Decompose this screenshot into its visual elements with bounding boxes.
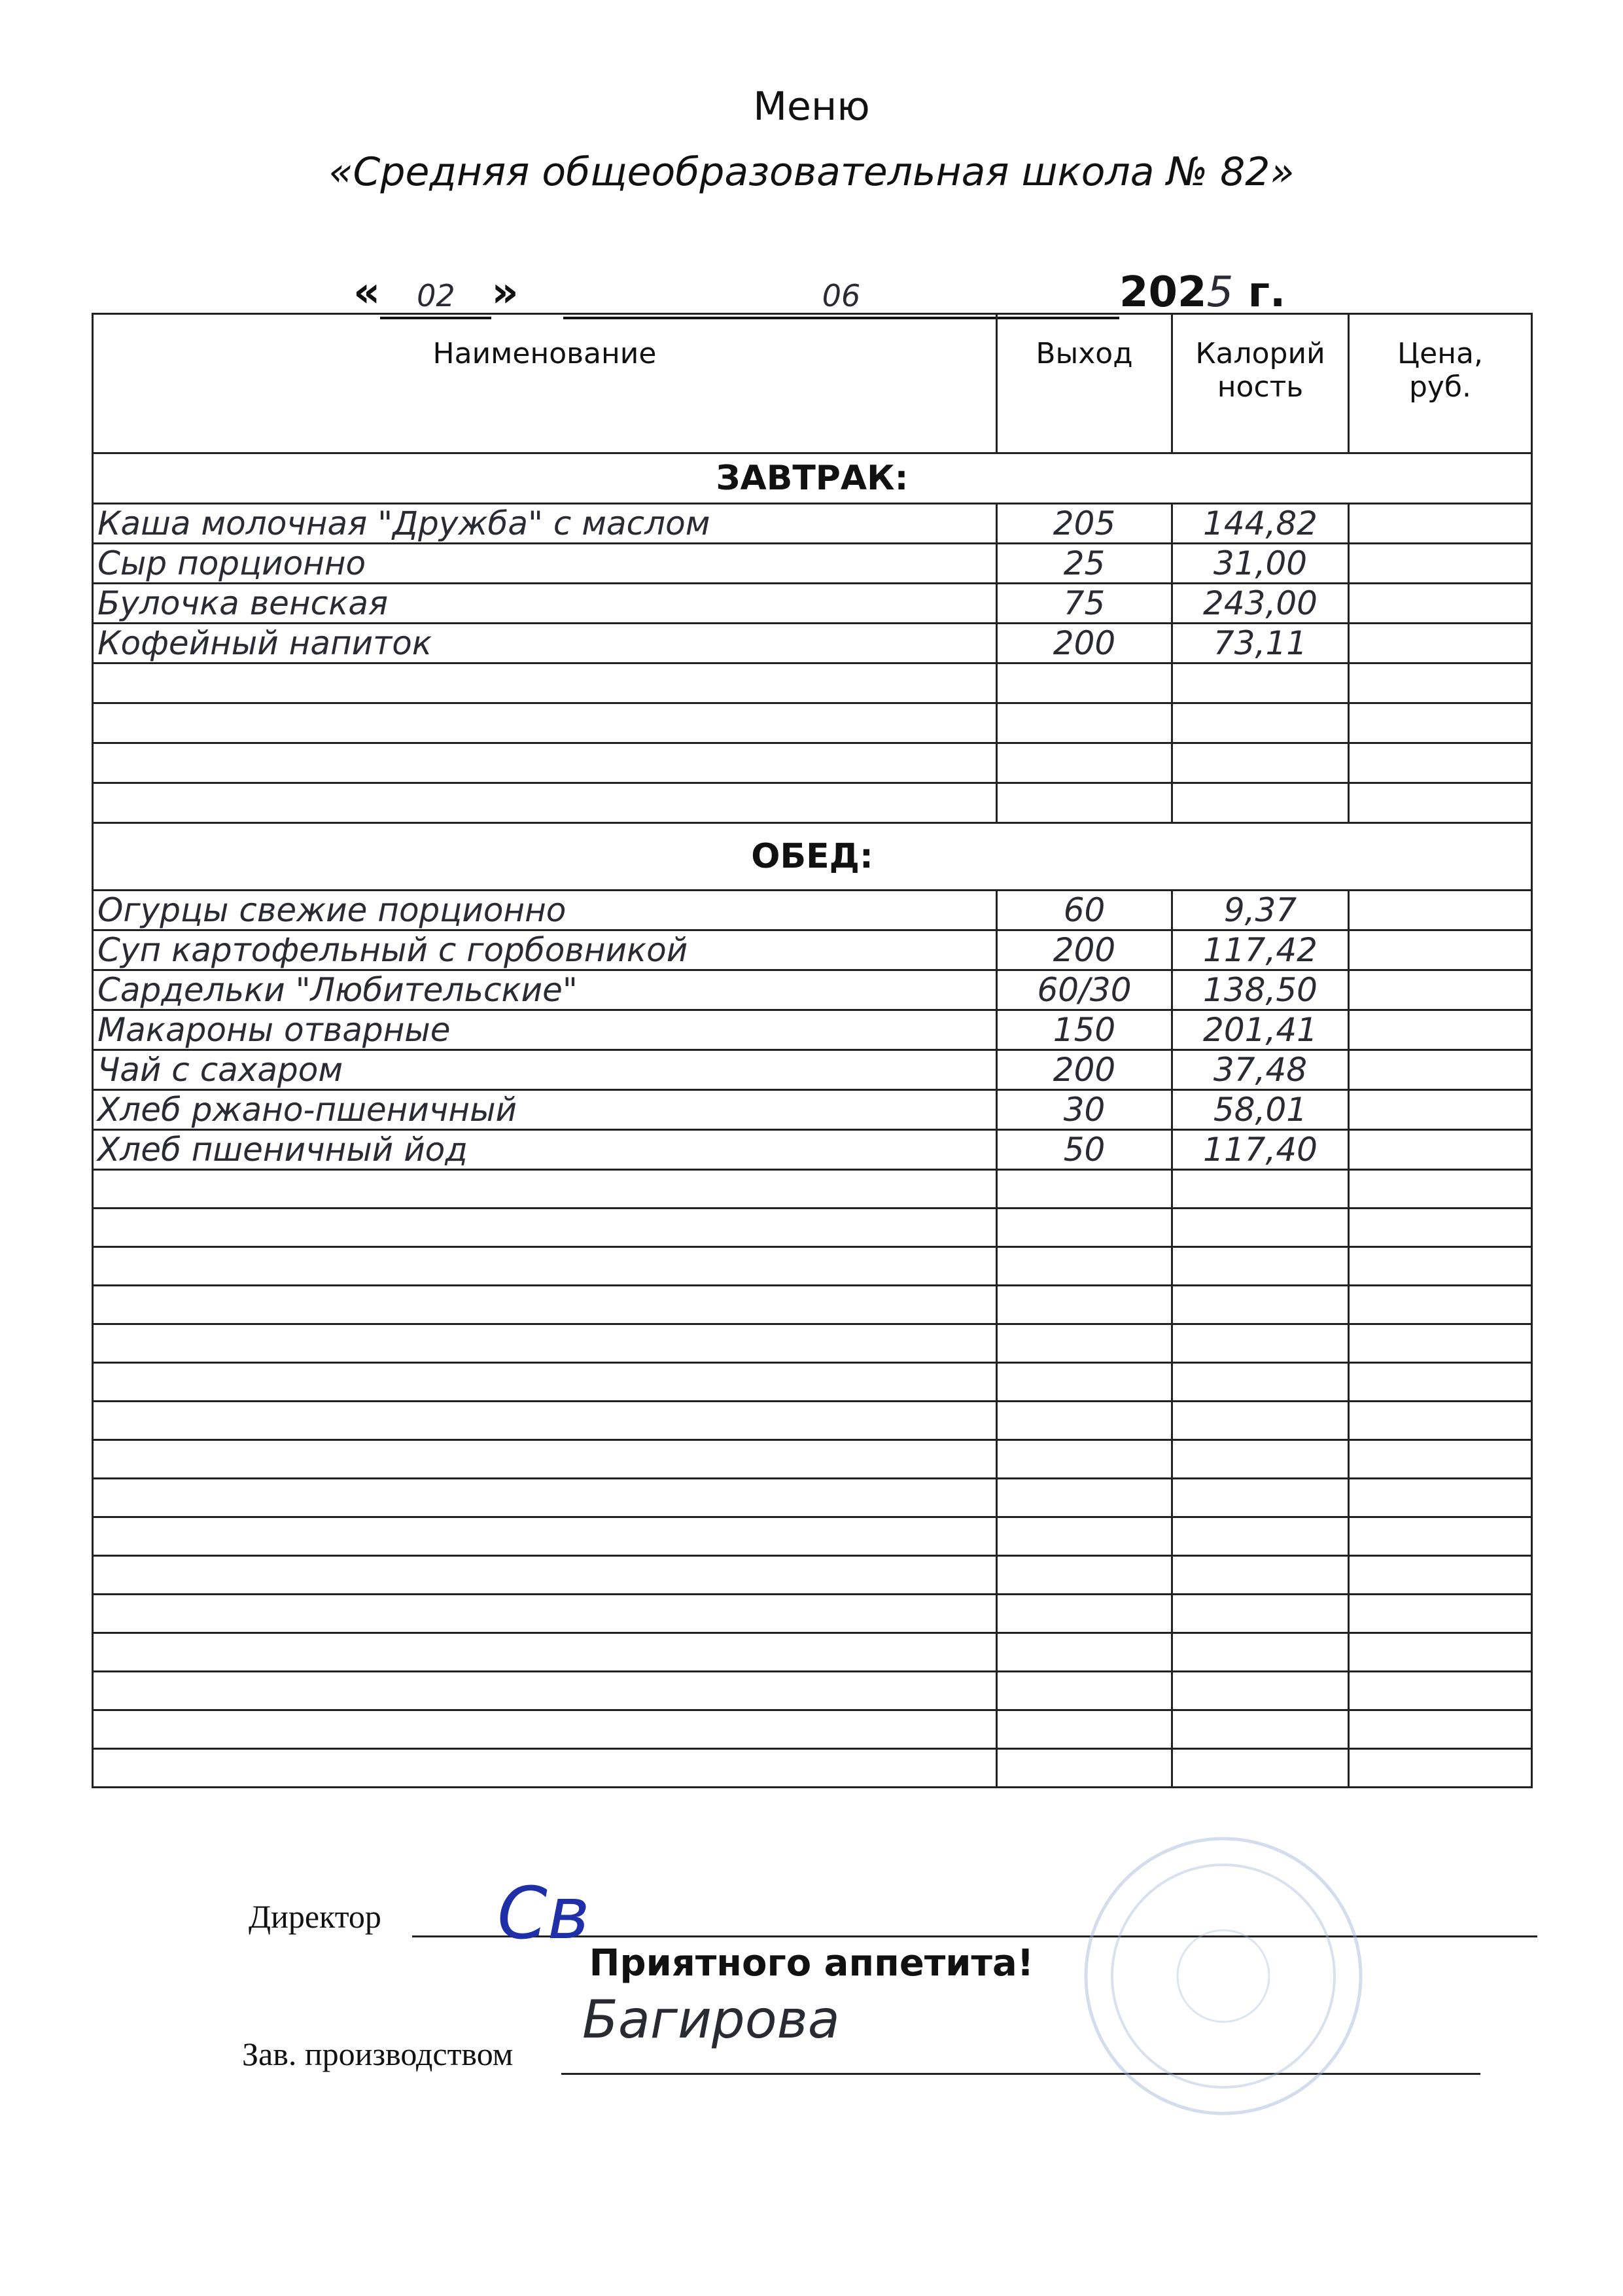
empty-cell — [1172, 703, 1349, 743]
menu-table — [92, 313, 1533, 1788]
dish-price — [1349, 930, 1532, 970]
director-signature-line — [249, 1871, 590, 1955]
empty-row — [93, 1633, 1532, 1672]
empty-row — [93, 1749, 1532, 1788]
section-title-breakfast: ЗАВТРАК: — [93, 453, 1532, 504]
dish-calories: 117,42 — [1172, 930, 1349, 970]
empty-cell — [93, 1749, 997, 1788]
empty-cell — [1172, 1633, 1349, 1672]
empty-cell — [93, 1209, 997, 1247]
empty-cell — [93, 1633, 997, 1672]
dish-portion: 75 — [997, 584, 1172, 624]
empty-cell — [1172, 1402, 1349, 1440]
empty-cell — [1172, 1363, 1349, 1402]
empty-cell — [1349, 1749, 1532, 1788]
table-header-row — [93, 314, 1532, 453]
manager-signature: Багирова — [582, 1989, 840, 2050]
empty-cell — [93, 1440, 997, 1479]
empty-row — [93, 1209, 1532, 1247]
empty-cell — [93, 1556, 997, 1595]
empty-cell — [1349, 1402, 1532, 1440]
empty-row — [93, 1363, 1532, 1402]
manager-signature-line — [242, 1989, 840, 2073]
dish-price — [1349, 624, 1532, 663]
empty-cell — [997, 663, 1172, 703]
empty-row — [93, 1672, 1532, 1710]
empty-row — [93, 1247, 1532, 1286]
empty-cell — [1349, 1517, 1532, 1556]
dish-portion: 30 — [997, 1090, 1172, 1130]
dish-calories: 144,82 — [1172, 504, 1349, 544]
empty-cell — [997, 1402, 1172, 1440]
empty-cell — [1172, 1672, 1349, 1710]
empty-cell — [93, 1479, 997, 1517]
empty-cell — [1172, 1247, 1349, 1286]
empty-cell — [1349, 1633, 1532, 1672]
empty-cell — [1172, 1440, 1349, 1479]
empty-cell — [997, 1710, 1172, 1749]
table-row — [93, 1090, 1532, 1130]
empty-cell — [1349, 1595, 1532, 1633]
empty-cell — [93, 1672, 997, 1710]
dish-name: Чай с сахаром — [93, 1050, 997, 1090]
table-row — [93, 584, 1532, 624]
empty-cell — [1349, 783, 1532, 823]
dish-calories: 73,11 — [1172, 624, 1349, 663]
empty-cell — [997, 1209, 1172, 1247]
manager-label: Зав. производством — [242, 2036, 514, 2072]
date-year-unit: г. — [1248, 268, 1286, 317]
empty-cell — [93, 1517, 997, 1556]
empty-row — [93, 1440, 1532, 1479]
empty-cell — [1172, 1595, 1349, 1633]
column-header-name: Наименование — [93, 314, 997, 453]
empty-cell — [93, 663, 997, 703]
section-title-lunch: ОБЕД: — [93, 823, 1532, 891]
empty-cell — [997, 783, 1172, 823]
dish-calories: 138,50 — [1172, 970, 1349, 1010]
table-row — [93, 1130, 1532, 1170]
empty-cell — [997, 1479, 1172, 1517]
date-day: 02 — [417, 278, 455, 313]
dish-price — [1349, 584, 1532, 624]
school-name: «Средняя общеобразовательная школа № 82» — [328, 149, 1295, 195]
empty-cell — [93, 783, 997, 823]
empty-cell — [1172, 1170, 1349, 1209]
dish-calories: 201,41 — [1172, 1010, 1349, 1050]
dish-price — [1349, 504, 1532, 544]
date-year-suffix: 5 — [1206, 268, 1234, 317]
dish-price — [1349, 970, 1532, 1010]
date-open-quote: « — [353, 268, 381, 317]
table-row — [93, 891, 1532, 930]
menu-title: Меню — [753, 84, 870, 130]
table-row — [93, 544, 1532, 584]
empty-cell — [93, 1324, 997, 1363]
empty-cell — [1172, 743, 1349, 783]
empty-cell — [1172, 783, 1349, 823]
empty-cell — [997, 1363, 1172, 1402]
column-header-calories: Калорий ность — [1172, 314, 1349, 453]
date-month-field — [563, 268, 1119, 319]
director-signature: Св — [497, 1871, 590, 1955]
empty-cell — [997, 1672, 1172, 1710]
dish-name: Кофейный напиток — [93, 624, 997, 663]
dish-portion: 200 — [997, 1050, 1172, 1090]
empty-cell — [1172, 1209, 1349, 1247]
empty-cell — [997, 1633, 1172, 1672]
dish-price — [1349, 1010, 1532, 1050]
empty-cell — [997, 1595, 1172, 1633]
empty-cell — [1349, 1324, 1532, 1363]
dish-name: Суп картофельный с горбовникой — [93, 930, 997, 970]
empty-cell — [1172, 1517, 1349, 1556]
empty-cell — [93, 1247, 997, 1286]
dish-calories: 58,01 — [1172, 1090, 1349, 1130]
empty-cell — [997, 1556, 1172, 1595]
empty-cell — [93, 703, 997, 743]
dish-name: Макароны отварные — [93, 1010, 997, 1050]
empty-row — [93, 783, 1532, 823]
empty-cell — [1172, 1556, 1349, 1595]
empty-row — [93, 1556, 1532, 1595]
dish-price — [1349, 544, 1532, 584]
table-row — [93, 1050, 1532, 1090]
empty-cell — [997, 703, 1172, 743]
dish-calories: 243,00 — [1172, 584, 1349, 624]
dish-calories: 37,48 — [1172, 1050, 1349, 1090]
dish-calories: 9,37 — [1172, 891, 1349, 930]
dish-price — [1349, 891, 1532, 930]
dish-portion: 50 — [997, 1130, 1172, 1170]
dish-portion: 60 — [997, 891, 1172, 930]
date-day-field — [380, 268, 491, 319]
empty-cell — [93, 743, 997, 783]
empty-cell — [1349, 663, 1532, 703]
empty-cell — [1349, 703, 1532, 743]
empty-cell — [1349, 1247, 1532, 1286]
empty-cell — [1349, 1710, 1532, 1749]
empty-cell — [997, 1749, 1172, 1788]
empty-row — [93, 1286, 1532, 1324]
empty-cell — [997, 1286, 1172, 1324]
empty-cell — [1349, 1170, 1532, 1209]
empty-cell — [997, 743, 1172, 783]
empty-cell — [1349, 1363, 1532, 1402]
empty-cell — [93, 1402, 997, 1440]
empty-cell — [93, 1710, 997, 1749]
dish-name: Сыр порционно — [93, 544, 997, 584]
dish-price — [1349, 1130, 1532, 1170]
empty-row — [93, 663, 1532, 703]
dish-portion: 25 — [997, 544, 1172, 584]
empty-cell — [1349, 1286, 1532, 1324]
empty-cell — [997, 1517, 1172, 1556]
dish-name: Сардельки "Любительские" — [93, 970, 997, 1010]
dish-portion: 60/30 — [997, 970, 1172, 1010]
dish-price — [1349, 1050, 1532, 1090]
empty-cell — [997, 1440, 1172, 1479]
empty-cell — [1172, 663, 1349, 703]
director-label: Директор — [249, 1898, 381, 1935]
empty-cell — [1349, 1479, 1532, 1517]
dish-portion: 150 — [997, 1010, 1172, 1050]
table-row — [93, 624, 1532, 663]
empty-cell — [1349, 743, 1532, 783]
empty-row — [93, 1402, 1532, 1440]
dish-name: Каша молочная "Дружба" с маслом — [93, 504, 997, 544]
dish-portion: 200 — [997, 624, 1172, 663]
date-line — [353, 268, 1285, 319]
dish-name: Огурцы свежие порционно — [93, 891, 997, 930]
school-stamp — [1079, 1832, 1367, 2120]
empty-row — [93, 703, 1532, 743]
empty-cell — [1172, 1286, 1349, 1324]
section-row-lunch — [93, 823, 1532, 891]
date-year-prefix: 202 — [1119, 268, 1207, 317]
dish-name: Хлеб ржано-пшеничный — [93, 1090, 997, 1130]
dish-portion: 205 — [997, 504, 1172, 544]
empty-cell — [1349, 1209, 1532, 1247]
dish-price — [1349, 1090, 1532, 1130]
empty-cell — [93, 1363, 997, 1402]
table-row — [93, 504, 1532, 544]
empty-row — [93, 743, 1532, 783]
empty-row — [93, 1710, 1532, 1749]
empty-row — [93, 1479, 1532, 1517]
empty-row — [93, 1517, 1532, 1556]
section-row-breakfast — [93, 453, 1532, 504]
column-header-price: Цена, руб. — [1349, 314, 1532, 453]
dish-calories: 117,40 — [1172, 1130, 1349, 1170]
table-row — [93, 930, 1532, 970]
dish-name: Булочка венская — [93, 584, 997, 624]
empty-row — [93, 1595, 1532, 1633]
empty-row — [93, 1324, 1532, 1363]
empty-cell — [997, 1324, 1172, 1363]
empty-cell — [1172, 1710, 1349, 1749]
column-header-portion: Выход — [997, 314, 1172, 453]
empty-cell — [93, 1286, 997, 1324]
empty-cell — [1349, 1556, 1532, 1595]
date-close-quote: » — [491, 268, 519, 317]
empty-cell — [997, 1170, 1172, 1209]
dish-calories: 31,00 — [1172, 544, 1349, 584]
empty-cell — [997, 1247, 1172, 1286]
dish-name: Хлеб пшеничный йод — [93, 1130, 997, 1170]
empty-row — [93, 1170, 1532, 1209]
date-month: 06 — [822, 278, 861, 313]
empty-cell — [1349, 1672, 1532, 1710]
table-row — [93, 970, 1532, 1010]
empty-cell — [93, 1595, 997, 1633]
empty-cell — [1172, 1479, 1349, 1517]
empty-cell — [1349, 1440, 1532, 1479]
empty-cell — [1172, 1749, 1349, 1788]
bon-appetit-text: Приятного аппетита! — [589, 1942, 1034, 1985]
dish-portion: 200 — [997, 930, 1172, 970]
table-row — [93, 1010, 1532, 1050]
empty-cell — [1172, 1324, 1349, 1363]
empty-cell — [93, 1170, 997, 1209]
